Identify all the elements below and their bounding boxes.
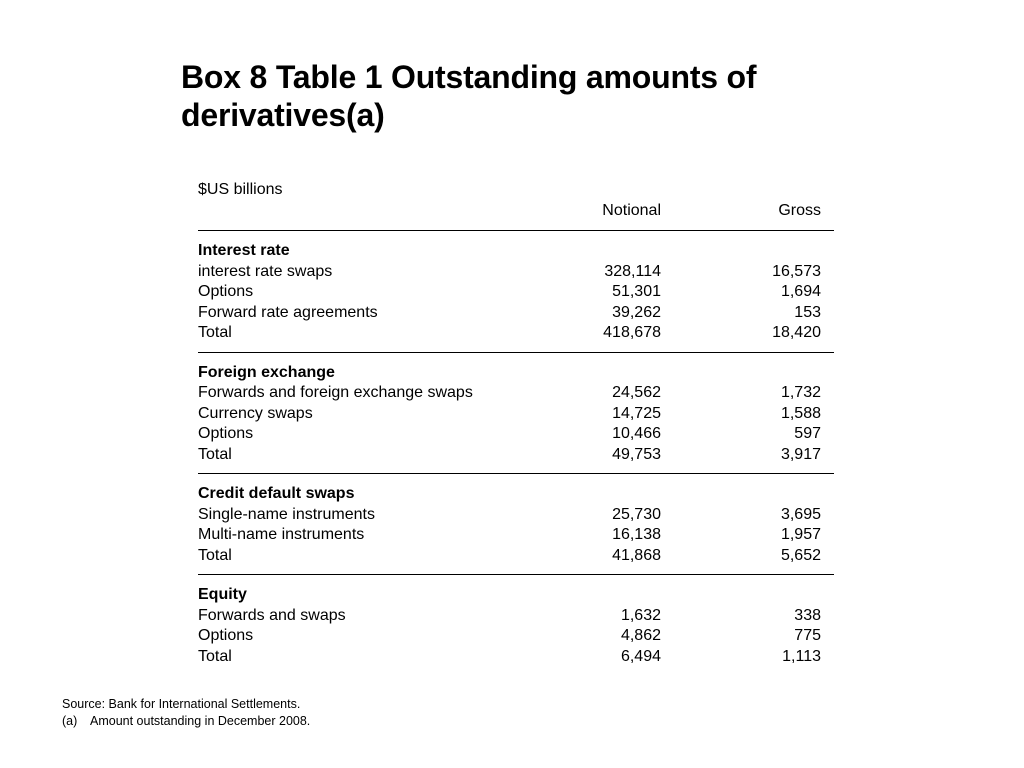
table-section [198, 241, 834, 344]
gross-value: 338 [794, 606, 821, 624]
gross-value: 3,917 [780, 445, 821, 463]
gross-value: 775 [794, 627, 821, 644]
notional-value: 39,262 [612, 303, 661, 321]
section-heading [198, 484, 834, 505]
column-header-gross: Gross [778, 202, 821, 219]
table-row [198, 626, 834, 647]
row-label: interest rate swaps [198, 262, 333, 280]
notional-value: 16,138 [612, 526, 661, 543]
table-row [198, 323, 834, 344]
table-row [198, 606, 834, 627]
notional-value: 1,632 [620, 606, 661, 624]
table-section [198, 363, 834, 466]
notional-value: 6,494 [620, 647, 661, 665]
divider [198, 473, 834, 474]
source-note: Source: Bank for International Settlements. [62, 697, 301, 711]
page-title: Box 8 Table 1 Outstanding amounts of derivatives(a) [181, 59, 757, 133]
table-row [198, 505, 834, 526]
section-heading [198, 585, 834, 606]
gross-value: 1,694 [780, 283, 821, 300]
gross-value: 5,652 [780, 546, 821, 564]
table-row [198, 383, 834, 404]
divider [198, 230, 834, 231]
notional-value: 49,753 [612, 445, 661, 463]
footnote-a [62, 713, 310, 730]
gross-value: 3,695 [780, 505, 821, 523]
divider [198, 574, 834, 575]
table-section [198, 585, 834, 667]
gross-value: 597 [794, 425, 821, 442]
table-row [198, 424, 834, 445]
gross-value: 16,573 [772, 262, 821, 280]
section-heading [198, 363, 834, 384]
table-row [198, 647, 834, 668]
notional-value: 24,562 [612, 384, 661, 401]
gross-value: 1,732 [780, 384, 821, 401]
table-row [198, 303, 834, 324]
row-label: Total [198, 647, 232, 665]
row-label: Total [198, 324, 232, 341]
table-section [198, 484, 834, 566]
table-row [198, 445, 834, 466]
row-label: Forwards and foreign exchange swaps [198, 384, 473, 401]
gross-value: 153 [794, 303, 821, 321]
footnote-marker: (a) [62, 714, 78, 728]
row-label: Forwards and swaps [198, 606, 346, 624]
notional-value: 4,862 [620, 627, 661, 644]
gross-value: 1,113 [782, 647, 821, 665]
row-label: Forward rate agreements [198, 303, 378, 321]
row-label: Multi-name instruments [198, 526, 365, 543]
column-headers [198, 201, 834, 222]
units-label: $US billions [198, 181, 283, 198]
divider [198, 352, 834, 353]
section-heading-label: Credit default swaps [198, 485, 355, 502]
notional-value: 14,725 [612, 404, 661, 422]
column-header-notional: Notional [602, 202, 661, 219]
gross-value: 1,957 [780, 526, 821, 543]
notional-value: 10,466 [612, 425, 661, 442]
row-label: Total [198, 445, 232, 463]
section-heading-label: Interest rate [198, 242, 290, 259]
derivatives-table [198, 180, 834, 667]
row-label: Currency swaps [198, 404, 313, 422]
section-heading [198, 241, 834, 262]
notional-value: 51,301 [612, 283, 661, 300]
section-heading-label: Foreign exchange [198, 363, 335, 381]
notional-value: 41,868 [612, 546, 661, 564]
notional-value: 328,114 [604, 262, 661, 280]
footnote-text: Amount outstanding in December 2008. [90, 714, 311, 728]
table-row [198, 546, 834, 567]
row-label: Options [198, 283, 254, 300]
table-row [198, 525, 834, 546]
row-label: Options [198, 425, 254, 442]
notional-value: 418,678 [603, 324, 661, 341]
row-label: Single-name instruments [198, 505, 375, 523]
section-heading-label: Equity [198, 586, 247, 603]
table-row [198, 262, 834, 283]
footnotes [62, 696, 310, 730]
table-row [198, 404, 834, 425]
row-label: Total [198, 546, 232, 564]
row-label: Options [198, 627, 254, 644]
gross-value: 18,420 [772, 324, 821, 341]
notional-value: 25,730 [612, 505, 661, 523]
table-row [198, 282, 834, 303]
gross-value: 1,588 [780, 404, 821, 422]
